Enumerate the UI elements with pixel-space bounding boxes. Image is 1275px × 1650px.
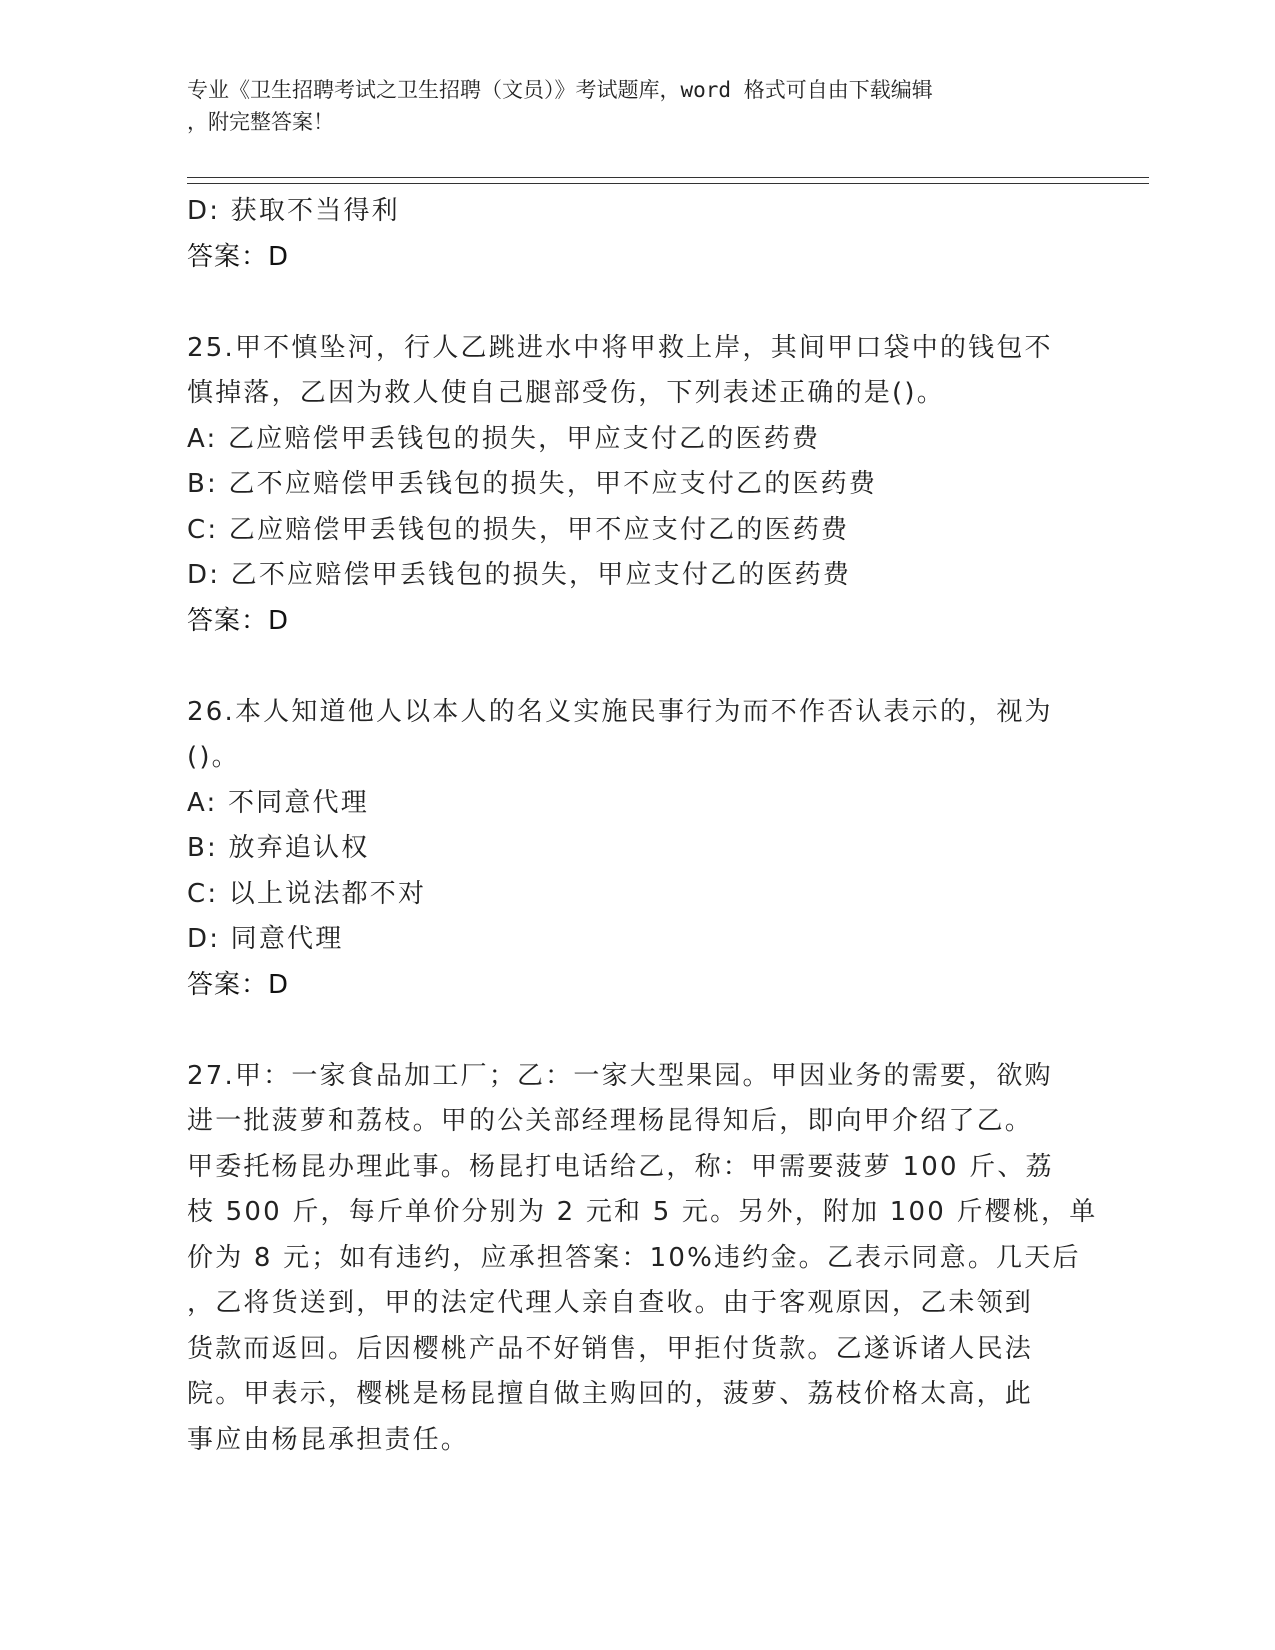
- question-26-answer: 答案：D: [187, 969, 290, 1000]
- question-25-text-line-1: 25.甲不慎坠河，行人乙跳进水中将甲救上岸，其间甲口袋中的钱包不: [187, 332, 1053, 363]
- question-25-option-d: D: 乙不应赔偿甲丢钱包的损失，甲应支付乙的医药费: [187, 560, 852, 590]
- question-26-text-line-2: ()。: [187, 742, 240, 772]
- question-26-text-line-1: 26.本人知道他人以本人的名义实施民事行为而不作否认表示的，视为: [187, 696, 1053, 727]
- question-25-option-a: A: 乙应赔偿甲丢钱包的损失，甲应支付乙的医药费: [187, 423, 821, 454]
- spacer: [187, 1008, 1087, 1054]
- question-content: [187, 189, 1098, 1463]
- question-25-text-line-2: 慎掉落，乙因为救人使自己腿部受伤，下列表述正确的是()。: [187, 378, 945, 408]
- header-line-1: 专业《卫生招聘考试之卫生招聘（文员）》考试题库，word 格式可自由下载编辑: [187, 78, 933, 102]
- question-27-text-line-1: 27.甲：一家食品加工厂；乙：一家大型果园。甲因业务的需要，欲购: [187, 1060, 1053, 1091]
- question-25-option-b: B: 乙不应赔偿甲丢钱包的损失，甲不应支付乙的医药费: [187, 469, 878, 499]
- question-27-text-line-6: ，乙将货送到，甲的法定代理人亲自查收。由于客观原因，乙未领到: [187, 1288, 1034, 1318]
- question-26: [187, 690, 1087, 1009]
- page-header: [187, 74, 1067, 138]
- question-27-text-line-7: 货款而返回。后因樱桃产品不好销售，甲拒付货款。乙遂诉诸人民法: [187, 1333, 1034, 1364]
- question-26-option-a: A: 不同意代理: [187, 787, 369, 818]
- header-line-2: ，附完整答案！: [187, 110, 334, 134]
- question-26-option-b: B: 放弃追认权: [187, 833, 370, 863]
- question-27-text-line-8: 院。甲表示，樱桃是杨昆擅自做主购回的，菠萝、荔枝价格太高，此: [187, 1379, 1034, 1409]
- question-27-text-line-2: 进一批菠萝和荔枝。甲的公关部经理杨昆得知后，即向甲介绍了乙。: [187, 1106, 1034, 1136]
- spacer: [187, 280, 1087, 326]
- question-27-text-line-5: 价为 8 元；如有违约，应承担答案：10%违约金。乙表示同意。几天后: [187, 1242, 1081, 1273]
- question-27: [187, 1054, 1098, 1464]
- question-25: [187, 326, 1087, 645]
- question-25-answer: 答案：D: [187, 605, 290, 636]
- question-26-option-c: C: 以上说法都不对: [187, 878, 427, 909]
- prev-option-d: D: 获取不当得利: [187, 196, 400, 226]
- question-25-option-c: C: 乙应赔偿甲丢钱包的损失，甲不应支付乙的医药费: [187, 514, 850, 545]
- prev-answer: 答案：D: [187, 241, 290, 272]
- question-27-text-line-4: 枝 500 斤，每斤单价分别为 2 元和 5 元。另外，附加 100 斤樱桃，单: [187, 1197, 1098, 1227]
- header-rule-bottom: [187, 183, 1149, 184]
- question-27-text-line-9: 事应由杨昆承担责任。: [187, 1424, 470, 1455]
- question-26-option-d: D: 同意代理: [187, 924, 344, 954]
- spacer: [187, 644, 1087, 690]
- question-27-text-line-3: 甲委托杨昆办理此事。杨昆打电话给乙，称：甲需要菠萝 100 斤、荔: [187, 1151, 1054, 1182]
- header-rule-top: [187, 177, 1149, 178]
